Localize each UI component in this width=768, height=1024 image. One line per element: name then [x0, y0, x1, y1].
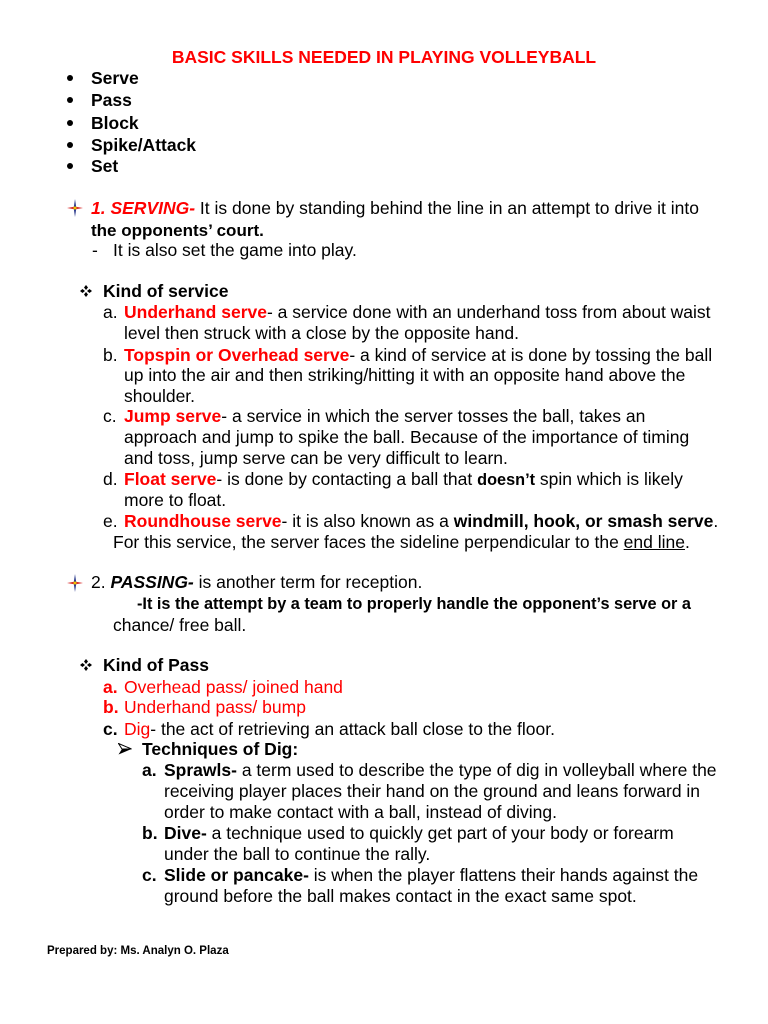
- dig-technique-name: Sprawls-: [164, 760, 237, 780]
- service-kind-item: [124, 302, 711, 323]
- service-kind-name: Topspin or Overhead serve: [124, 345, 350, 365]
- service-kind-emphasis: windmill, hook, or smash serve: [453, 511, 714, 531]
- service-kind-name: Underhand serve: [124, 302, 267, 322]
- pass-kinds-heading: Kind of Pass: [103, 655, 209, 675]
- bullet-icon: [67, 97, 73, 103]
- service-kind-text: - a service done with an underhand toss from about waist: [266, 302, 711, 322]
- pass-kind-name: Overhead pass/ joined hand: [124, 677, 343, 697]
- pass-kind-marker: a.: [103, 677, 118, 697]
- skill-item: Block: [91, 113, 139, 133]
- service-kind-emphasis: doesn’t: [477, 471, 536, 489]
- service-kind-text: - a service in which the server tosses the ball, takes an: [221, 406, 646, 426]
- dig-technique-text-cont: receiving player places their hand on the ground and leans forward in: [164, 781, 701, 801]
- bullet-icon: [67, 120, 73, 126]
- dig-technique-text-cont: order to make contact with a ball, instead of diving.: [164, 802, 557, 822]
- serving-heading-line: [91, 198, 699, 219]
- skill-item: Spike/Attack: [91, 135, 197, 155]
- dig-technique-text: is when the player flattens their hands against the: [308, 865, 699, 885]
- pass-kind-name: Underhand pass/ bump: [124, 697, 306, 717]
- service-kind-item: [124, 511, 718, 532]
- skill-item: Serve: [91, 68, 139, 88]
- service-kind-text-cont: up into the air and then striking/hitting it with an opposite hand above the: [124, 365, 686, 385]
- serving-description-cont: the opponents’ court.: [91, 221, 264, 240]
- service-kind-name: Jump serve: [124, 406, 222, 426]
- passing-heading-line: [91, 572, 422, 593]
- service-kind-text: - is done by contacting a ball that: [216, 469, 478, 489]
- dig-technique-text: a technique used to quickly get part of your body or forearm: [206, 823, 674, 843]
- skill-item: Pass: [91, 90, 132, 110]
- dig-technique-item: [164, 760, 717, 781]
- document-title: BASIC SKILLS NEEDED IN PLAYING VOLLEYBALL: [171, 47, 597, 67]
- service-kind-text: - a kind of service at is done by tossing the ball: [349, 345, 713, 365]
- diamond-cluster-icon: [80, 285, 92, 297]
- dig-technique-name: Slide or pancake-: [164, 865, 309, 885]
- dig-technique-text-cont: ground before the ball makes contact in the exact same spot.: [164, 886, 637, 906]
- pass-kind-marker: b.: [103, 697, 119, 717]
- dig-techniques-heading: Techniques of Dig:: [142, 739, 299, 759]
- service-kinds-heading: Kind of service: [103, 281, 229, 301]
- serving-label: 1. SERVING-: [91, 198, 196, 218]
- service-kind-text-cont: approach and jump to spike the ball. Because of the importance of timing: [124, 427, 690, 447]
- service-kind-item: [124, 345, 712, 366]
- dig-technique-marker: b.: [142, 823, 158, 843]
- service-kind-item: [124, 469, 683, 491]
- serving-note: It is also set the game into play.: [113, 240, 357, 260]
- end-line-term: end line: [623, 532, 685, 552]
- service-kind-text-after: spin which is likely: [535, 469, 683, 489]
- dig-technique-marker: c.: [142, 865, 157, 885]
- arrowhead-icon: [118, 743, 132, 755]
- service-kind-text-cont: and toss, jump serve can be very difficult to learn.: [124, 448, 508, 468]
- dig-technique-item: [164, 823, 674, 844]
- diamond-cluster-icon: [80, 659, 92, 671]
- service-kind-name: Float serve: [124, 469, 217, 489]
- service-kind-cont-before: For this service, the server faces the sideline perpendicular to the: [113, 532, 624, 552]
- service-kind-text-cont: more to float.: [124, 490, 227, 510]
- passing-label: PASSING-: [110, 572, 194, 592]
- pass-kind-text: - the act of retrieving an attack ball close to the floor.: [150, 719, 555, 739]
- dig-technique-text-cont: under the ball to continue the rally.: [164, 844, 431, 864]
- dig-technique-name: Dive-: [164, 823, 207, 843]
- service-kind-marker: a.: [103, 302, 118, 322]
- service-kind-marker: d.: [103, 469, 118, 489]
- service-kind-item: [124, 406, 645, 427]
- dig-technique-item: [164, 865, 698, 886]
- serving-description: It is done by standing behind the line in an attempt to drive it into: [195, 198, 699, 218]
- skill-item: Set: [91, 156, 119, 176]
- passing-number: 2.: [91, 572, 111, 592]
- pass-kind-item: [124, 719, 555, 740]
- bullet-icon: [67, 142, 73, 148]
- service-kind-text-after: .: [713, 511, 719, 531]
- service-kind-text-cont: level then struck with a close by the opposite hand.: [124, 323, 519, 343]
- passing-description: is another term for reception.: [193, 572, 423, 592]
- passing-description-cont: chance/ free ball.: [113, 615, 247, 635]
- passing-description-cont: -It is the attempt by a team to properly handle the opponent’s serve or a: [137, 595, 691, 613]
- serving-note-dash: -: [92, 240, 98, 260]
- service-kind-text: - it is also known as a: [281, 511, 454, 531]
- dig-technique-marker: a.: [142, 760, 157, 780]
- pass-kind-name: Dig: [124, 719, 151, 739]
- service-kind-text-cont: [113, 532, 690, 553]
- four-point-star-icon: [67, 574, 83, 592]
- prepared-by-footer: Prepared by: Ms. Analyn O. Plaza: [47, 945, 229, 957]
- service-kind-cont-after: .: [684, 532, 690, 552]
- service-kind-marker: e.: [103, 511, 118, 531]
- service-kind-name: Roundhouse serve: [124, 511, 282, 531]
- bullet-icon: [67, 75, 73, 81]
- service-kind-text-cont: shoulder.: [124, 386, 196, 406]
- bullet-icon: [67, 163, 73, 169]
- service-kind-marker: c.: [103, 406, 117, 426]
- dig-technique-text: a term used to describe the type of dig in volleyball where the: [236, 760, 717, 780]
- service-kind-marker: b.: [103, 345, 118, 365]
- pass-kind-marker: c.: [103, 719, 118, 739]
- four-point-star-icon: [67, 199, 83, 217]
